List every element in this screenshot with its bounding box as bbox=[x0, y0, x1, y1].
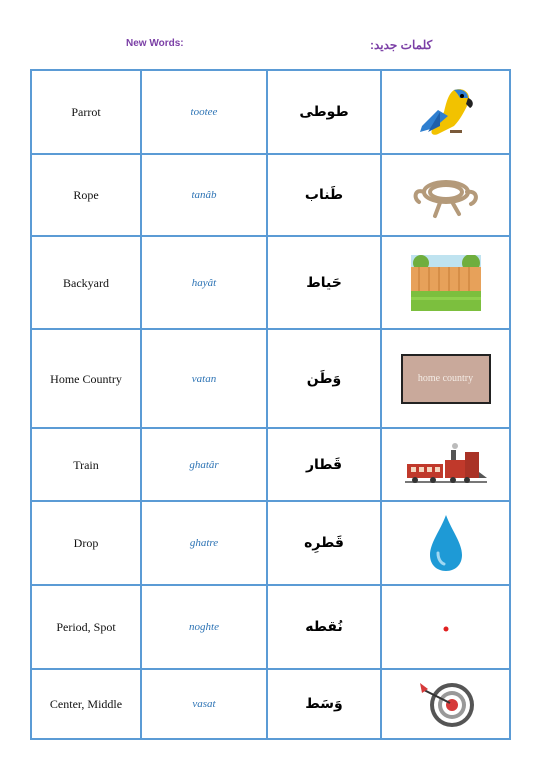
persian-word: نُقطه bbox=[267, 585, 381, 669]
backyard-icon bbox=[411, 255, 481, 311]
english-word: Backyard bbox=[31, 236, 141, 329]
target-icon bbox=[416, 679, 476, 729]
home-country-caption: home country bbox=[417, 373, 474, 384]
transliteration: vasat bbox=[141, 669, 267, 739]
table-row bbox=[31, 428, 510, 501]
parrot-icon bbox=[414, 82, 478, 142]
header-persian: کلمات جدید: bbox=[370, 38, 433, 52]
transliteration: noghte bbox=[141, 585, 267, 669]
english-word: Parrot bbox=[31, 70, 141, 154]
persian-word: طوطی bbox=[267, 70, 381, 154]
english-word: Center, Middle bbox=[31, 669, 141, 739]
transliteration: ghatre bbox=[141, 501, 267, 585]
dot-icon bbox=[436, 617, 456, 637]
persian-word: وَسَط bbox=[267, 669, 381, 739]
persian-word: وَطَن bbox=[267, 329, 381, 428]
english-word: Train bbox=[31, 428, 141, 501]
table-row bbox=[31, 501, 510, 585]
table-row bbox=[31, 585, 510, 669]
rope-icon bbox=[409, 170, 483, 220]
home-country-icon bbox=[401, 354, 491, 404]
persian-word: حَیاط bbox=[267, 236, 381, 329]
persian-word: طَناب bbox=[267, 154, 381, 236]
train-icon bbox=[403, 442, 489, 488]
persian-word: قَطار bbox=[267, 428, 381, 501]
transliteration: ghatâr bbox=[141, 428, 267, 501]
table-row bbox=[31, 70, 510, 154]
table-row bbox=[31, 329, 510, 428]
english-word: Home Country bbox=[31, 329, 141, 428]
vocabulary-table bbox=[30, 69, 511, 740]
transliteration: vatan bbox=[141, 329, 267, 428]
english-word: Drop bbox=[31, 501, 141, 585]
persian-word: قَطرِه bbox=[267, 501, 381, 585]
table-row bbox=[31, 236, 510, 329]
table-row bbox=[31, 669, 510, 739]
table-row bbox=[31, 154, 510, 236]
header-english: New Words: bbox=[126, 38, 184, 49]
water-drop-icon bbox=[428, 513, 464, 573]
english-word: Rope bbox=[31, 154, 141, 236]
english-word: Period, Spot bbox=[31, 585, 141, 669]
transliteration: tootee bbox=[141, 70, 267, 154]
transliteration: hayât bbox=[141, 236, 267, 329]
transliteration: tanâb bbox=[141, 154, 267, 236]
